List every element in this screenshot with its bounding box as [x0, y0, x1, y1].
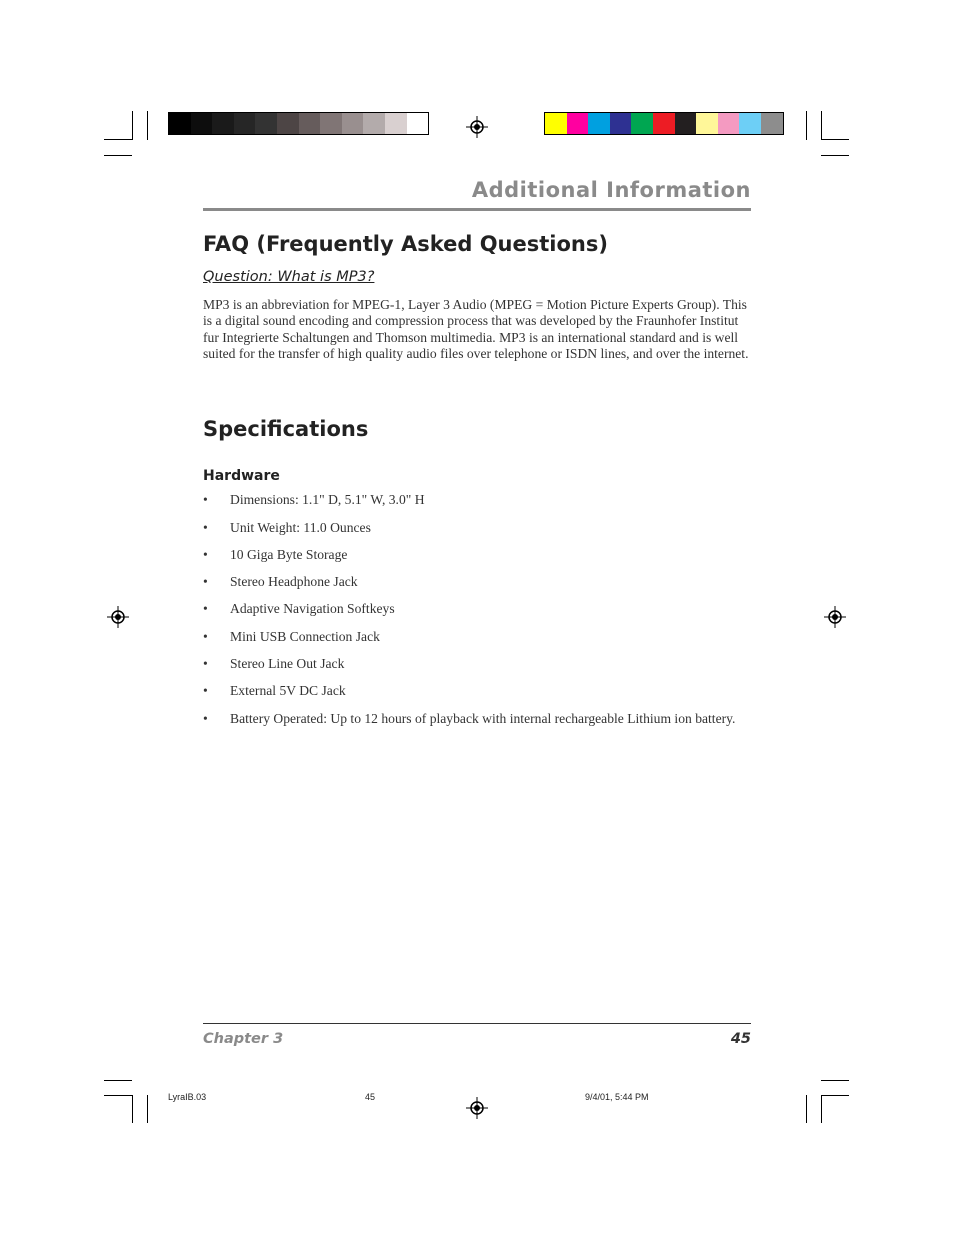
bullet: • — [203, 656, 208, 671]
spec-text: External 5V DC Jack — [230, 683, 346, 698]
spec-text: Dimensions: 1.1" D, 5.1" W, 3.0" H — [230, 492, 425, 507]
spec-text: Unit Weight: 11.0 Ounces — [230, 520, 371, 535]
spec-text: Battery Operated: Up to 12 hours of playback with internal rechargeable Lithium ion battery. — [230, 711, 736, 726]
color-swatch — [385, 113, 407, 134]
spec-list-item — [203, 519, 755, 536]
page-number: 45 — [730, 1031, 751, 1047]
grayscale-bar — [168, 112, 429, 135]
bullet: • — [203, 547, 208, 562]
color-swatch — [191, 113, 213, 134]
color-swatch — [696, 113, 718, 134]
spec-text: Mini USB Connection Jack — [230, 629, 380, 644]
color-swatch — [255, 113, 277, 134]
color-swatch — [342, 113, 364, 134]
faq-answer: MP3 is an abbreviation for MPEG-1, Layer 3 Audio (MPEG = Motion Picture Experts Group). This is a digital sound encoding and compression process that was developed by the Fraunhofer Institut fur Integrierte Schaltungen and Thomson multimedia. MP3 is an international standard and is well suited for the transfer of high quality audio files over telephone or ISDN lines, and over the internet. — [203, 297, 749, 362]
color-swatch — [610, 113, 632, 134]
color-swatch — [407, 113, 429, 134]
color-swatch — [363, 113, 385, 134]
spec-text: Adaptive Navigation Softkeys — [230, 601, 395, 616]
color-swatch — [545, 113, 567, 134]
chapter-label: Chapter 3 — [203, 1031, 284, 1047]
spec-list-item — [203, 546, 755, 563]
color-swatch — [277, 113, 299, 134]
color-bar — [544, 112, 784, 135]
color-swatch — [631, 113, 653, 134]
specifications-title: Specifications — [203, 417, 369, 441]
color-swatch — [718, 113, 740, 134]
bullet: • — [203, 629, 208, 644]
color-swatch — [567, 113, 589, 134]
color-swatch — [169, 113, 191, 134]
bullet: • — [203, 520, 208, 535]
color-swatch — [675, 113, 697, 134]
registration-mark-icon — [824, 606, 846, 628]
bullet: • — [203, 601, 208, 616]
faq-question: Question: What is MP3? — [203, 269, 375, 285]
header-rule — [203, 208, 751, 211]
footer-rule — [203, 1023, 751, 1024]
spec-list-item — [203, 682, 755, 699]
bullet: • — [203, 711, 208, 726]
color-swatch — [653, 113, 675, 134]
color-swatch — [299, 113, 321, 134]
spec-list-item — [203, 600, 755, 617]
faq-title: FAQ (Frequently Asked Questions) — [203, 232, 608, 256]
color-swatch — [212, 113, 234, 134]
color-swatch — [320, 113, 342, 134]
spec-text: Stereo Line Out Jack — [230, 656, 345, 671]
color-swatch — [588, 113, 610, 134]
registration-mark-icon — [466, 116, 488, 138]
registration-mark-icon — [466, 1097, 488, 1119]
spec-list-item — [203, 710, 755, 727]
bullet: • — [203, 683, 208, 698]
spec-list-item — [203, 573, 755, 590]
slug-page: 45 — [365, 1092, 376, 1102]
spec-list-item — [203, 628, 755, 645]
section-header: Additional Information — [471, 178, 751, 202]
spec-list-item — [203, 491, 755, 508]
spec-text: 10 Giga Byte Storage — [230, 547, 348, 562]
hardware-title: Hardware — [203, 468, 280, 484]
color-swatch — [739, 113, 761, 134]
slug-filename: LyraIB.03 — [168, 1092, 207, 1102]
slug-date: 9/4/01, 5:44 PM — [585, 1092, 649, 1102]
color-swatch — [234, 113, 256, 134]
registration-mark-icon — [107, 606, 129, 628]
bullet: • — [203, 574, 208, 589]
color-swatch — [761, 113, 783, 134]
spec-list-item — [203, 655, 755, 672]
bullet: • — [203, 492, 208, 507]
spec-text: Stereo Headphone Jack — [230, 574, 358, 589]
